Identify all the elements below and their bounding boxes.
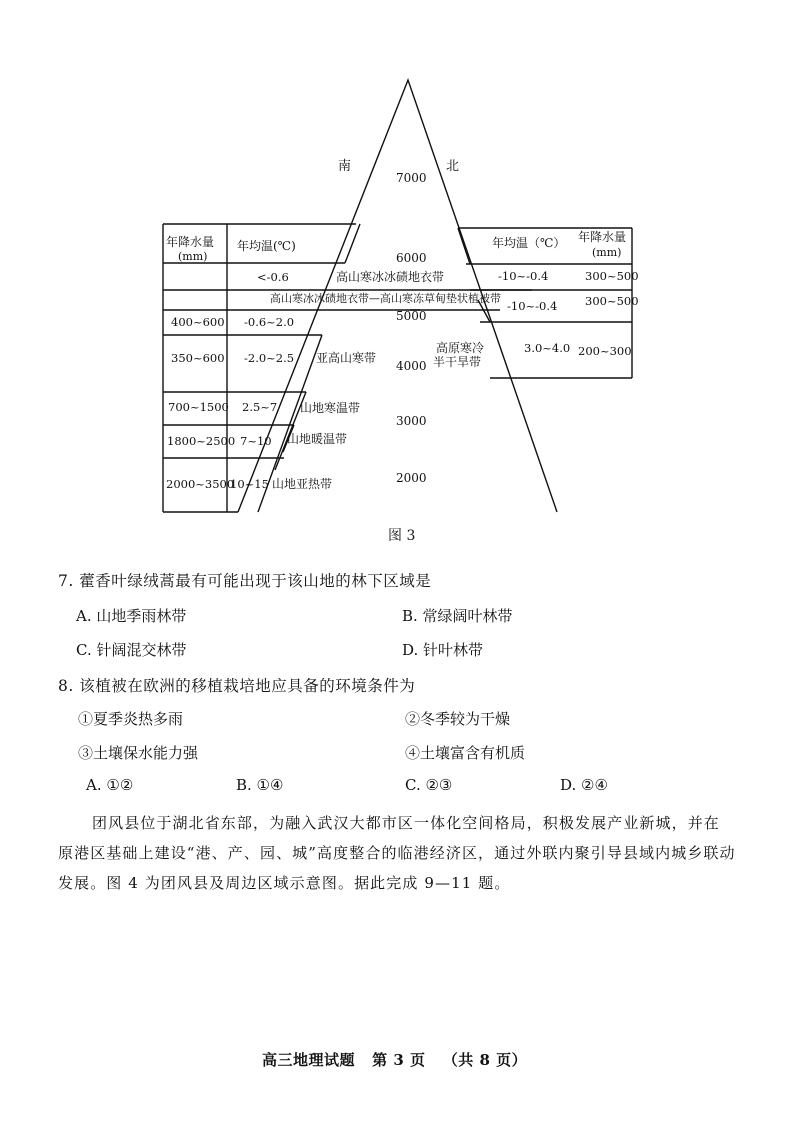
q8-option-b: B. ①④ (236, 776, 284, 794)
passage-line-2: 原港区基础上建设“港、产、园、城”高度整合的临港经济区，通过外联内聚引导县域内城乡联动 (58, 844, 736, 862)
page-footer: 高三地理试题 第 3 页 （共 8 页） (262, 1051, 528, 1069)
altitude-label: 6000 (396, 251, 427, 265)
right-header-precip: 年降水量 (578, 230, 627, 244)
right-precip-cell: 300~500 (585, 269, 639, 283)
direction-north: 北 (446, 159, 460, 174)
direction-south: 南 (338, 159, 352, 174)
belt-mountain-warm-temperate: 山地暖温带 (287, 432, 348, 446)
left-header-temp: 年均温(℃) (237, 239, 296, 253)
belt-alpine-cushion: 高山寒冰冰碛地衣带—高山寒冻草甸垫状植被带 (270, 292, 501, 305)
left-temp-cell: 10~15 (230, 477, 269, 491)
belt-plateau-cold: 高原寒冷 (436, 341, 485, 355)
figure-caption: 图 3 (388, 528, 416, 544)
q7-option-b: B. 常绿阔叶林带 (402, 607, 513, 625)
left-temp-cell: 7~10 (240, 434, 272, 448)
left-temp-cell: -2.0~2.5 (244, 351, 295, 365)
vertical-zone-diagram (0, 0, 794, 545)
question-7-stem: 7. 藿香叶绿绒蒿最有可能出现于该山地的林下区域是 (58, 572, 432, 590)
belt-plateau-cold-line2: 半干旱带 (433, 355, 482, 369)
altitude-label: 4000 (396, 359, 427, 373)
right-header-temp: 年均温（℃） (492, 236, 566, 250)
q8-condition-1: ①夏季炎热多雨 (78, 710, 184, 728)
left-precip-cell: 2000~3500 (166, 477, 235, 491)
altitude-label: 2000 (396, 471, 427, 485)
right-temp-cell: -10~-0.4 (498, 269, 549, 283)
question-8-stem: 8. 该植被在欧洲的移植栽培地应具备的环境条件为 (58, 677, 416, 695)
q8-condition-3: ③土壤保水能力强 (78, 744, 199, 762)
left-precip-cell: 350~600 (171, 351, 225, 365)
altitude-label: 7000 (396, 171, 427, 185)
right-header-precip-unit: (mm) (592, 246, 622, 259)
q8-condition-2: ②冬季较为干燥 (405, 710, 511, 728)
left-header-precip: 年降水量 (166, 235, 215, 249)
q8-condition-4: ④土壤富含有机质 (405, 744, 526, 762)
left-temp-cell: 2.5~7 (242, 400, 278, 414)
left-precip-cell: 400~600 (171, 315, 225, 329)
q7-option-c: C. 针阔混交林带 (76, 641, 187, 659)
altitude-label: 5000 (396, 309, 427, 323)
belt-mountain-cold-temperate: 山地寒温带 (300, 401, 361, 415)
right-precip-cell: 300~500 (585, 294, 639, 308)
left-temp-cell: <-0.6 (257, 270, 289, 284)
left-precip-cell: 1800~2500 (167, 434, 236, 448)
left-precip-cell: 700~1500 (168, 400, 229, 414)
left-temp-cell: -0.6~2.0 (244, 315, 295, 329)
altitude-label: 3000 (396, 414, 427, 428)
passage-line-1: 团风县位于湖北省东部，为融入武汉大都市区一体化空间格局，积极发展产业新城，并在 (92, 814, 720, 832)
right-precip-cell: 200~300 (578, 344, 632, 358)
belt-mountain-subtropical: 山地亚热带 (272, 477, 333, 491)
right-temp-cell: -10~-0.4 (507, 299, 558, 313)
q8-option-c: C. ②③ (405, 776, 453, 794)
q7-option-a: A. 山地季雨林带 (76, 607, 187, 625)
belt-subalpine-cold: 亚高山寒带 (316, 351, 377, 365)
right-temp-cell: 3.0~4.0 (524, 341, 571, 355)
belt-alpine-ice: 高山寒冰冰碛地衣带 (336, 270, 445, 284)
q8-option-a: A. ①② (86, 776, 134, 794)
passage-line-3: 发展。图 4 为团风县及周边区域示意图。据此完成 9—11 题。 (58, 874, 511, 892)
q7-option-d: D. 针叶林带 (402, 641, 484, 659)
left-header-precip-unit: (mm) (178, 250, 208, 263)
q8-option-d: D. ②④ (560, 776, 608, 794)
